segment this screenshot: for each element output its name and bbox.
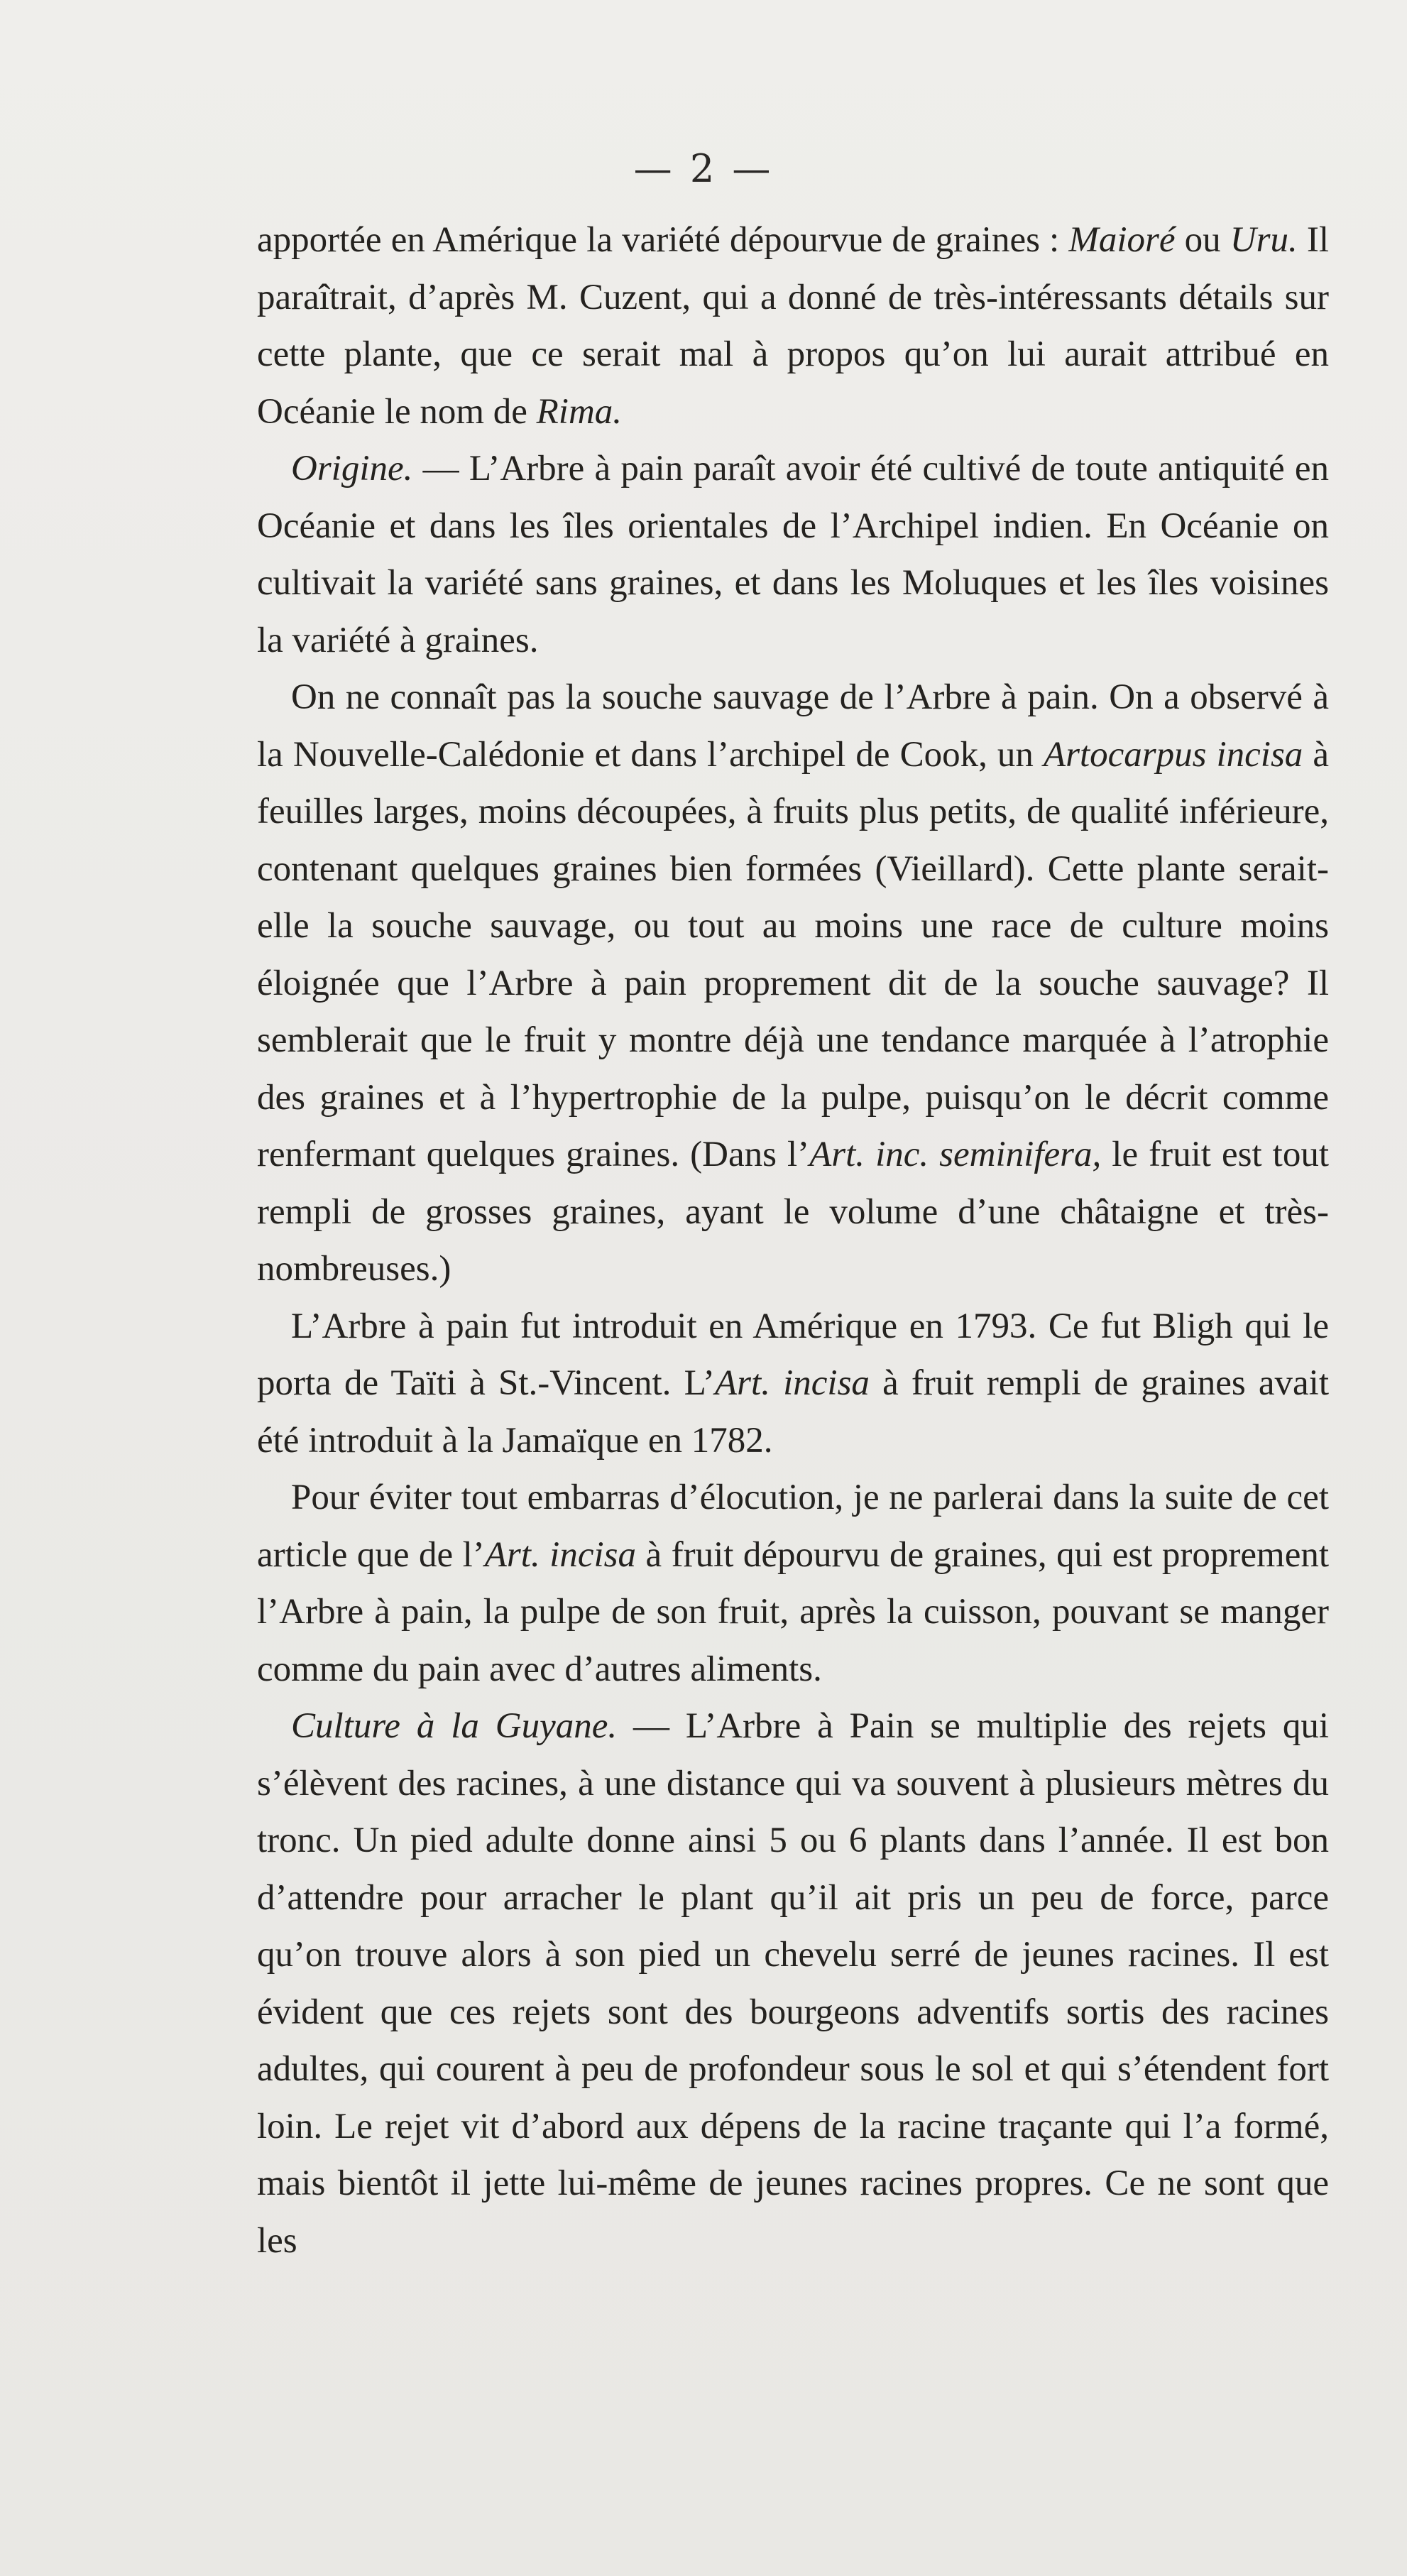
text-span: Pour éviter tout embarras d’élocution, je ne parlerai dans la suite de cet article que de l’ [257,1478,1329,1575]
paragraph-5 [257,1469,1329,1698]
text-span: — L’Arbre à pain paraît avoir été cultivé de toute antiquité en Océanie et dans les îles orientales de l’Archipel indien. En Océanie on cultivait la variété sans graines, et dans les Moluques et les îles voisines la variété à graines. [257,449,1329,660]
text-span: Il paraîtrait, d’après M. Cuzent, qui a donné de très-intéressants détails sur cette plante, que ce serait mal à propos qu’on lui aurait attribué en Océanie le nom de [257,220,1330,432]
italic-term: Uru. [1230,220,1298,260]
text-span: — L’Arbre à Pain se multiplie des rejets qui s’élèvent des racines, à une distance qui va souvent à plusieurs mètres du tronc. Un pied adulte donne ainsi 5 ou 6 plants dans l’année. Il est bon d’attendre pour arracher le plant qu’il ait pris un peu de force, parce qu’on trouve alors à son pied un chevelu serré de jeunes racines. Il est évident que ces rejets sont des bourgeons adventifs sortis des racines adultes, qui courent à peu de profondeur sous le sol et qui s’étendent fort loin. Le rejet vit d’abord aux dépens de la racine traçante qui l’a formé, mais bientôt il jette lui-même de jeunes racines propres. Ce ne sont que les [257,1706,1329,2261]
italic-term: Rima. [536,391,623,432]
italic-term: Artocarpus incisa [1043,734,1303,775]
text-span: à fruit dépourvu de graines, qui est proprement l’Arbre à pain, la pulpe de son fruit, après la cuisson, pouvant se manger comme du pain avec d’autres aliments. [257,1534,1330,1689]
paragraph-3 [257,669,1329,1298]
page-number: — 2 — [633,146,774,191]
text-span: à fruit rempli de graines avait été introduit à la Jamaïque en 1782. [257,1363,1329,1461]
text-span: On ne connaît pas la souche sauvage de l’Arbre à pain. On a observé à la Nouvelle-Calédonie et dans l’archipel de Cook, un [257,677,1329,775]
text-span: ou [1175,220,1230,260]
text-span: apportée en Amérique la variété dépourvue de graines : [257,220,1069,260]
paragraph-origine [257,440,1329,669]
paragraph-4 [257,1298,1329,1470]
text-span: L’Arbre à pain fut introduit en Amérique en 1793. Ce fut Bligh qui le porta de Taïti à St.-Vincent. L’ [257,1306,1329,1403]
section-heading-culture: Culture à la Guyane. [291,1706,618,1746]
italic-term: Art. inc. seminifera, [809,1135,1102,1174]
italic-term: Art. incisa [484,1534,637,1575]
text-span: à feuilles larges, moins découpées, à fruits plus petits, de qualité inférieure, contenant quelques graines bien formées (Vieillard). Cette plante serait-elle la souche sauvage, ou tout au moins une race de culture moins éloignée que l’Arbre à pain proprement dit de la souche sauvage? Il semblerait que le fruit y montre déjà une tendance marquée à l’atrophie des graines et à l’hypertrophie de la pulpe, puisqu’on le décrit comme renfermant quelques graines. (Dans l’ [257,734,1329,1174]
text-span: le fruit est tout rempli de grosses graines, ayant le volume d’une châtaigne et très-nombreuses.) [257,1135,1329,1289]
paragraph-culture [257,1698,1329,2269]
section-heading-origine: Origine. [291,449,413,489]
italic-term: Maioré [1068,220,1176,260]
body-text [257,212,1329,2269]
italic-term: Art. incisa [715,1363,870,1403]
paragraph-1 [257,212,1329,440]
